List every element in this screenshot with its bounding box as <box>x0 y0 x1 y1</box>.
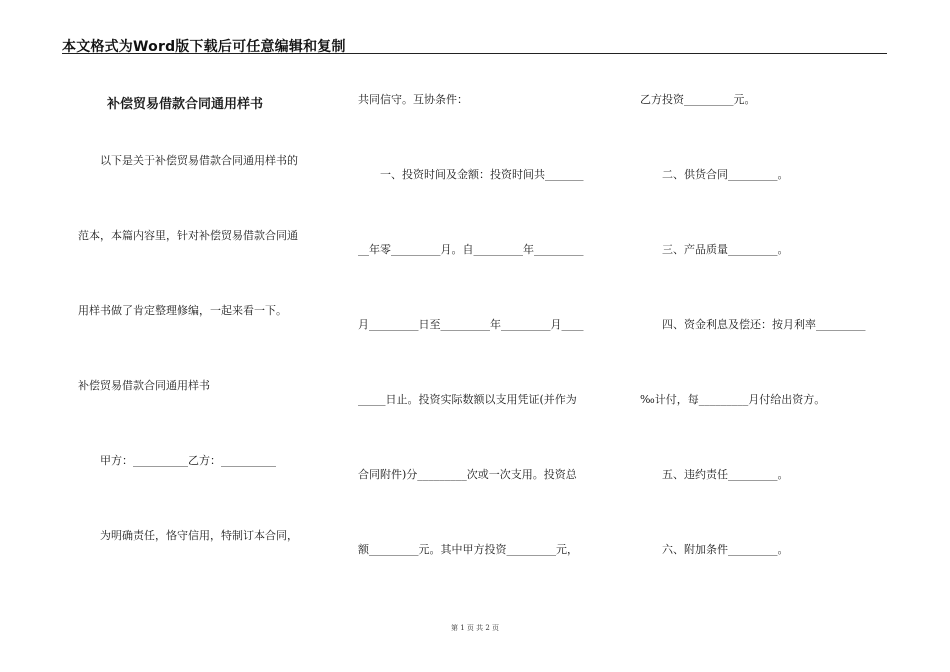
col1-line-5: 甲方：__________乙方：__________ <box>100 454 276 467</box>
col2-line-3: __年零_________月。自_________年_________ <box>358 243 584 256</box>
col2-line-6: 合同附件)分_________次或一次支用。投资总 <box>358 468 577 481</box>
col3-line-7: 六、附加条件_________。 <box>662 543 789 556</box>
col3-line-5: ‰计付，每_________月付给出资方。 <box>640 393 826 406</box>
col2-line-7: 额_________元。其中甲方投资_________元， <box>358 543 578 556</box>
col1-line-1: 以下是关于补偿贸易借款合同通用样书的 <box>100 154 298 167</box>
col2-line-2: 一、投资时间及金额：投资时间共_______ <box>380 168 584 181</box>
col1-line-6: 为明确责任，恪守信用，特制订本合同， <box>100 529 298 542</box>
col2-line-5: _____日止。投资实际数额以支用凭证(并作为 <box>358 393 577 406</box>
header-rule <box>62 53 887 54</box>
col3-line-2: 二、供货合同_________。 <box>662 168 789 181</box>
col3-line-4: 四、资金利息及偿还：按月利率_________ <box>662 318 866 331</box>
col3-line-6: 五、违约责任_________。 <box>662 468 789 481</box>
header-banner: 本文格式为Word版下载后可任意编辑和复制 <box>62 39 346 55</box>
document-title: 补偿贸易借款合同通用样书 <box>107 97 264 112</box>
col2-line-1: 共同信守。互协条件： <box>358 93 468 106</box>
col3-line-3: 三、产品质量_________。 <box>662 243 789 256</box>
col3-line-1: 乙方投资_________元。 <box>640 93 756 106</box>
col2-line-4: 月_________日至_________年_________月____ <box>358 318 584 331</box>
col1-line-3: 用样书做了肯定整理修编，一起来看一下。 <box>78 304 287 317</box>
page-number: 第 1 页 共 2 页 <box>450 624 500 632</box>
col1-line-4: 补偿贸易借款合同通用样书 <box>78 379 210 392</box>
col1-line-2: 范本，本篇内容里，针对补偿贸易借款合同通 <box>78 229 298 242</box>
